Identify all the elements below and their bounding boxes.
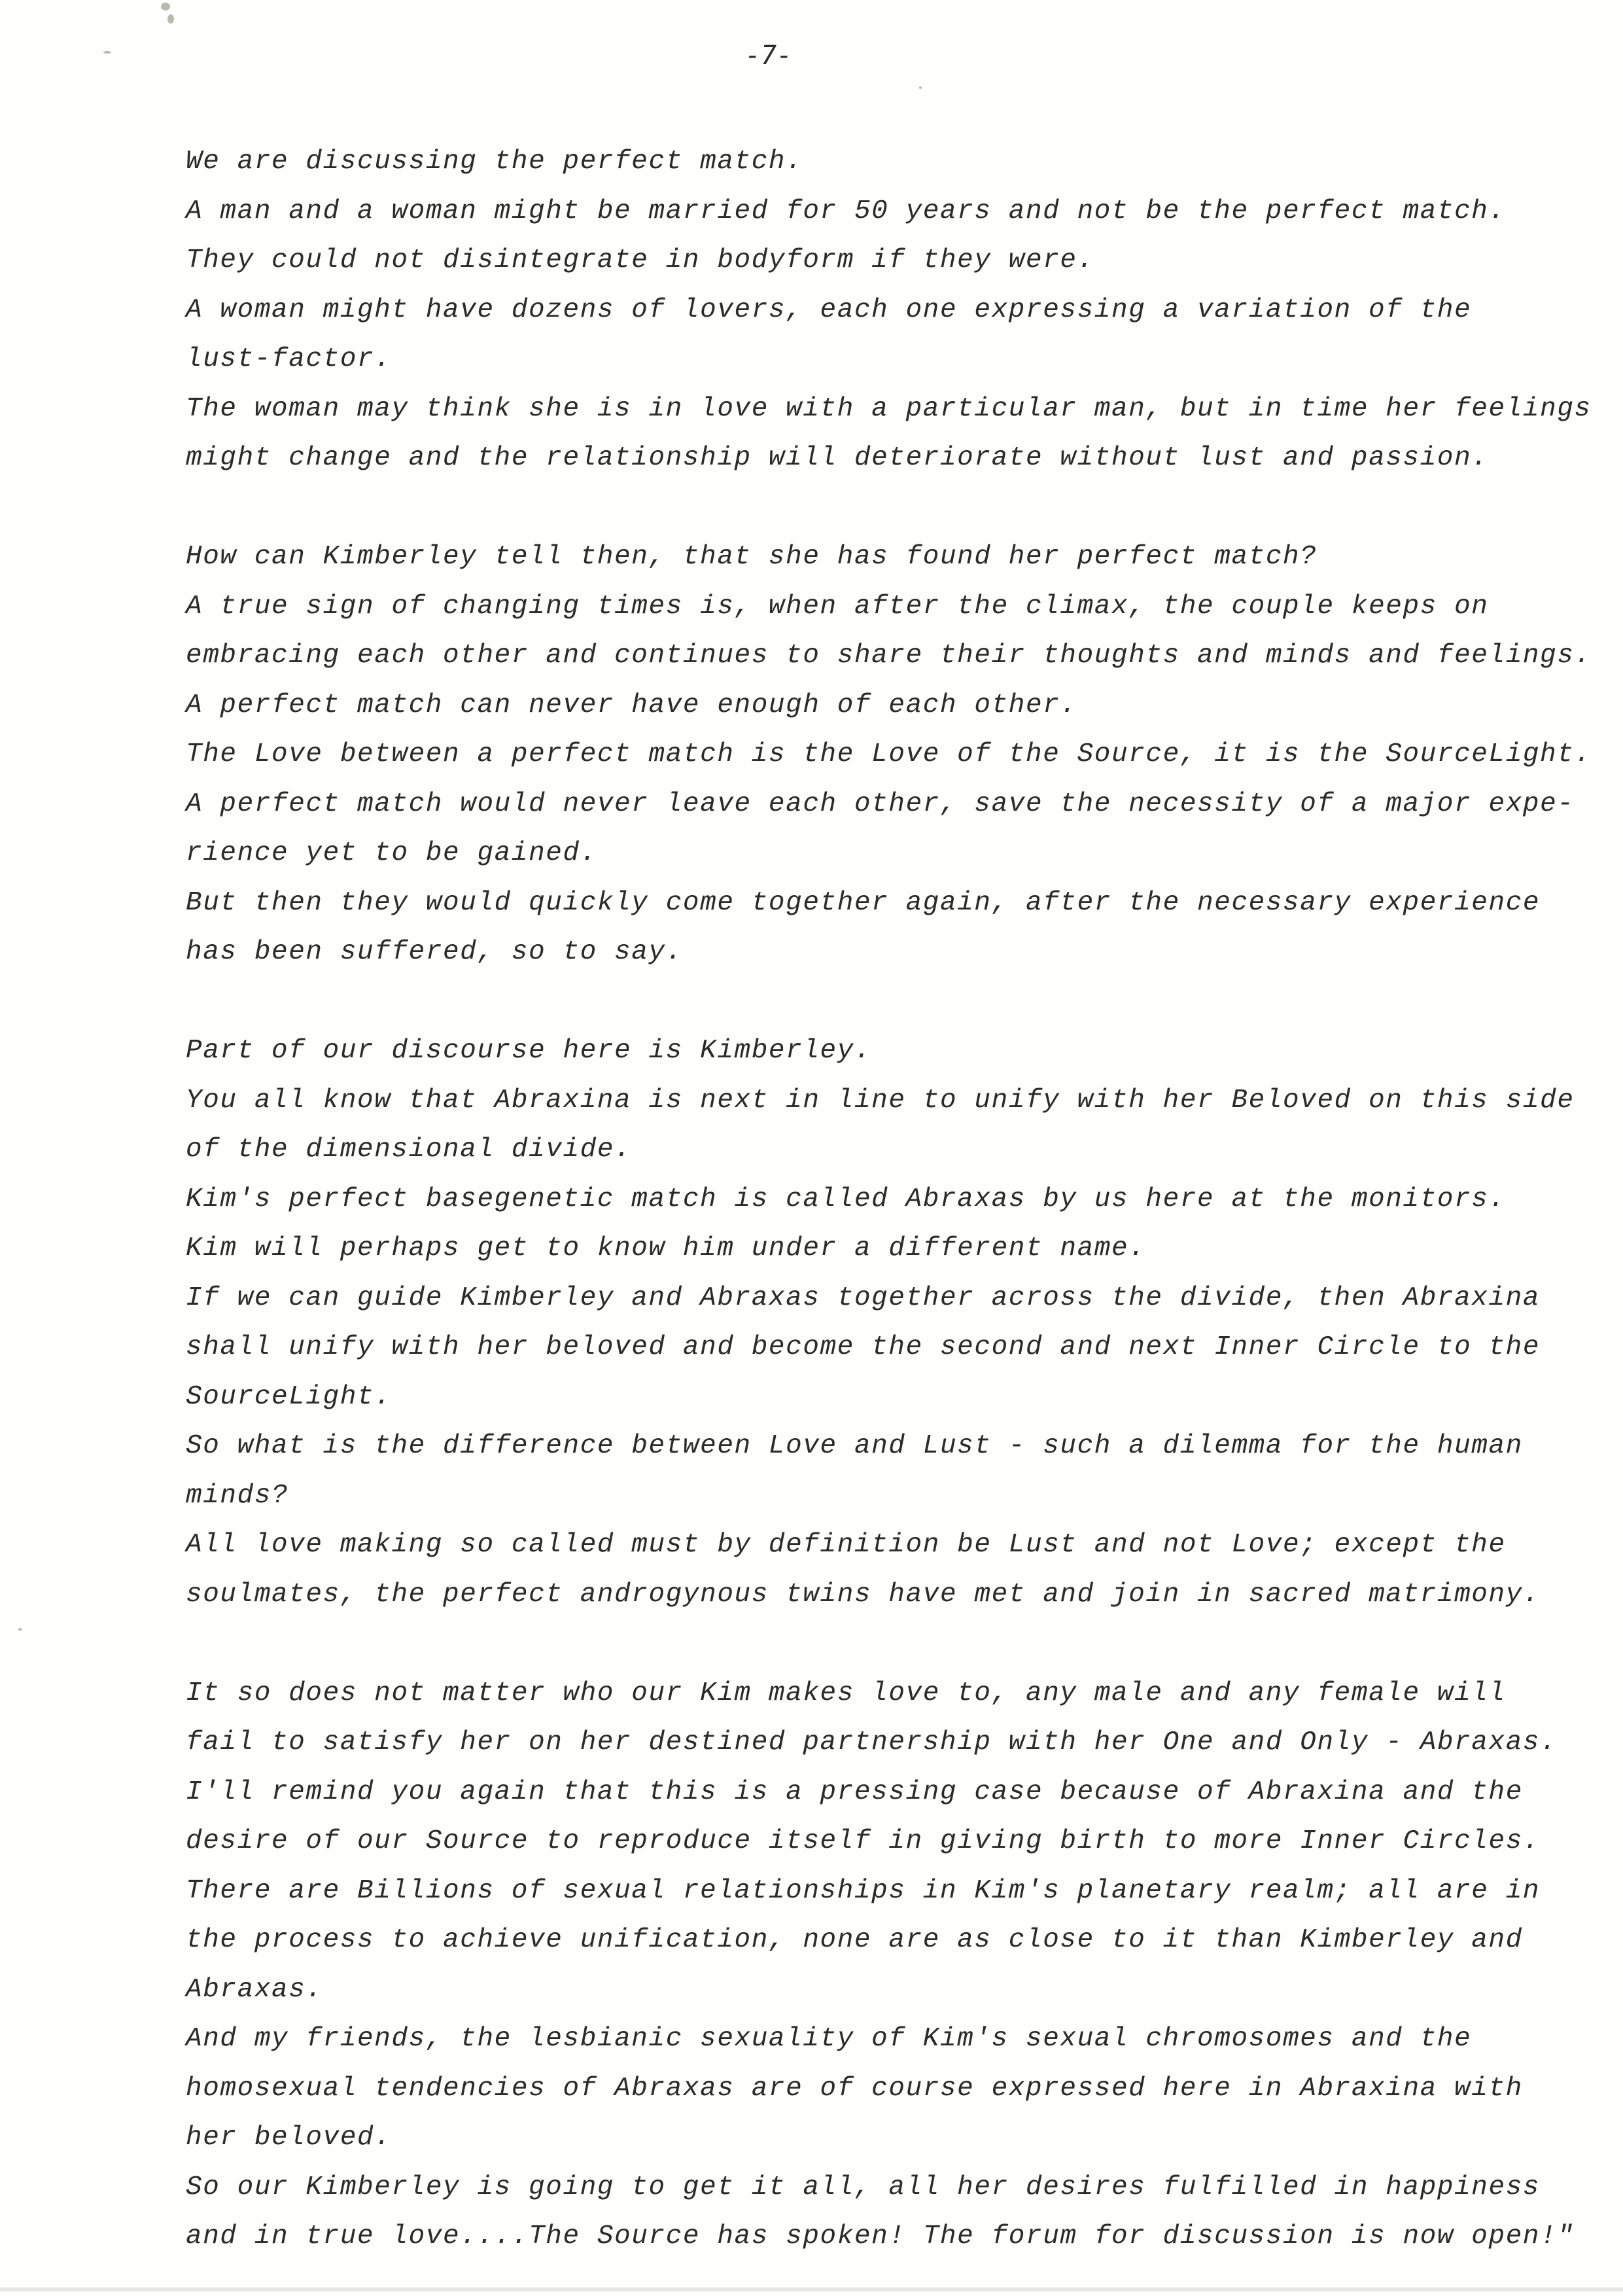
text-line: All love making so called must by definition be Lust and not Love; except the <box>186 1530 1506 1560</box>
paper-speck <box>161 3 170 10</box>
text-line: fail to satisfy her on her destined partnership with her One and Only - Abraxas. <box>186 1727 1558 1757</box>
text-line: We are discussing the perfect match. <box>186 147 803 177</box>
text-line: The Love between a perfect match is the Love of the Source, it is the SourceLight. <box>186 739 1592 769</box>
text-line: embracing each other and continues to share their thoughts and minds and feelings. <box>186 641 1592 671</box>
text-line: It so does not matter who our Kim makes love to, any male and any female will <box>186 1678 1506 1708</box>
text-line: A perfect match would never leave each other, save the necessity of a major expe- <box>186 788 1575 819</box>
text-line: A true sign of changing times is, when after the climax, the couple keeps on <box>186 591 1489 622</box>
text-line: There are Billions of sexual relationships in Kim's planetary realm; all are in <box>186 1875 1541 1906</box>
text-line: soulmates, the perfect androgynous twins have met and join in sacred matrimony. <box>186 1579 1541 1610</box>
paragraph-break <box>186 978 1573 1027</box>
text-line: of the dimensional divide. <box>186 1135 632 1165</box>
text-line: SourceLight. <box>186 1381 392 1412</box>
page-number: -7- <box>744 41 793 71</box>
text-line: So our Kimberley is going to get it all, all her desires fulfilled in happiness <box>186 2172 1541 2202</box>
text-line: And my friends, the lesbianic sexuality of Kim's sexual chromosomes and the <box>186 2024 1472 2054</box>
text-line: So what is the difference between Love and Lust - such a dilemma for the human <box>186 1431 1523 1461</box>
text-line: has been suffered, so to say. <box>186 937 683 967</box>
text-line: But then they would quickly come together again, after the necessary experience <box>186 887 1541 918</box>
paragraph-break <box>186 484 1573 533</box>
text-line: The woman may think she is in love with a particular man, but in time her feelings <box>186 393 1592 424</box>
text-line: Abraxas. <box>186 1974 323 2005</box>
paper-speck <box>167 14 174 24</box>
text-line: might change and the relationship will deteriorate without lust and passion. <box>186 443 1489 473</box>
text-line: desire of our Source to reproduce itself in giving birth to more Inner Circles. <box>186 1826 1541 1856</box>
text-line: I'll remind you again that this is a pressing case because of Abraxina and the <box>186 1776 1523 1807</box>
text-line: A man and a woman might be married for 50 years and not be the perfect match. <box>186 196 1506 226</box>
text-line: Kim's perfect basegenetic match is called Abraxas by us here at the monitors. <box>186 1184 1506 1214</box>
text-line: and in true love....The Source has spoken! The forum for discussion is now open!" <box>186 2221 1575 2252</box>
text-line: Part of our discourse here is Kimberley. <box>186 1036 872 1066</box>
paragraph-break <box>186 1619 1573 1669</box>
paper-speck <box>18 1628 22 1631</box>
text-line: shall unify with her beloved and become the second and next Inner Circle to the <box>186 1332 1541 1362</box>
paper-speck <box>919 86 922 89</box>
text-line: Kim will perhaps get to know him under a different name. <box>186 1233 1146 1263</box>
text-line: If we can guide Kimberley and Abraxas together across the divide, then Abraxina <box>186 1282 1541 1313</box>
text-line: A woman might have dozens of lovers, each one expressing a variation of the <box>186 294 1472 325</box>
text-line: her beloved. <box>186 2123 392 2153</box>
text-line: minds? <box>186 1480 289 1511</box>
text-line: You all know that Abraxina is next in line to unify with her Beloved on this side <box>186 1085 1575 1116</box>
text-line: the process to achieve unification, none are as close to it than Kimberley and <box>186 1925 1523 1955</box>
text-line: lust-factor. <box>186 344 392 374</box>
text-line: How can Kimberley tell then, that she has found her perfect match? <box>186 542 1318 572</box>
body-text <box>186 137 1592 2262</box>
text-line: They could not disintegrate in bodyform if they were. <box>186 245 1094 275</box>
text-line: A perfect match can never have enough of each other. <box>186 690 1077 720</box>
text-line: rience yet to be gained. <box>186 838 597 868</box>
text-line: homosexual tendencies of Abraxas are of course expressed here in Abraxina with <box>186 2073 1523 2104</box>
page-bottom-edge <box>0 2287 1623 2291</box>
